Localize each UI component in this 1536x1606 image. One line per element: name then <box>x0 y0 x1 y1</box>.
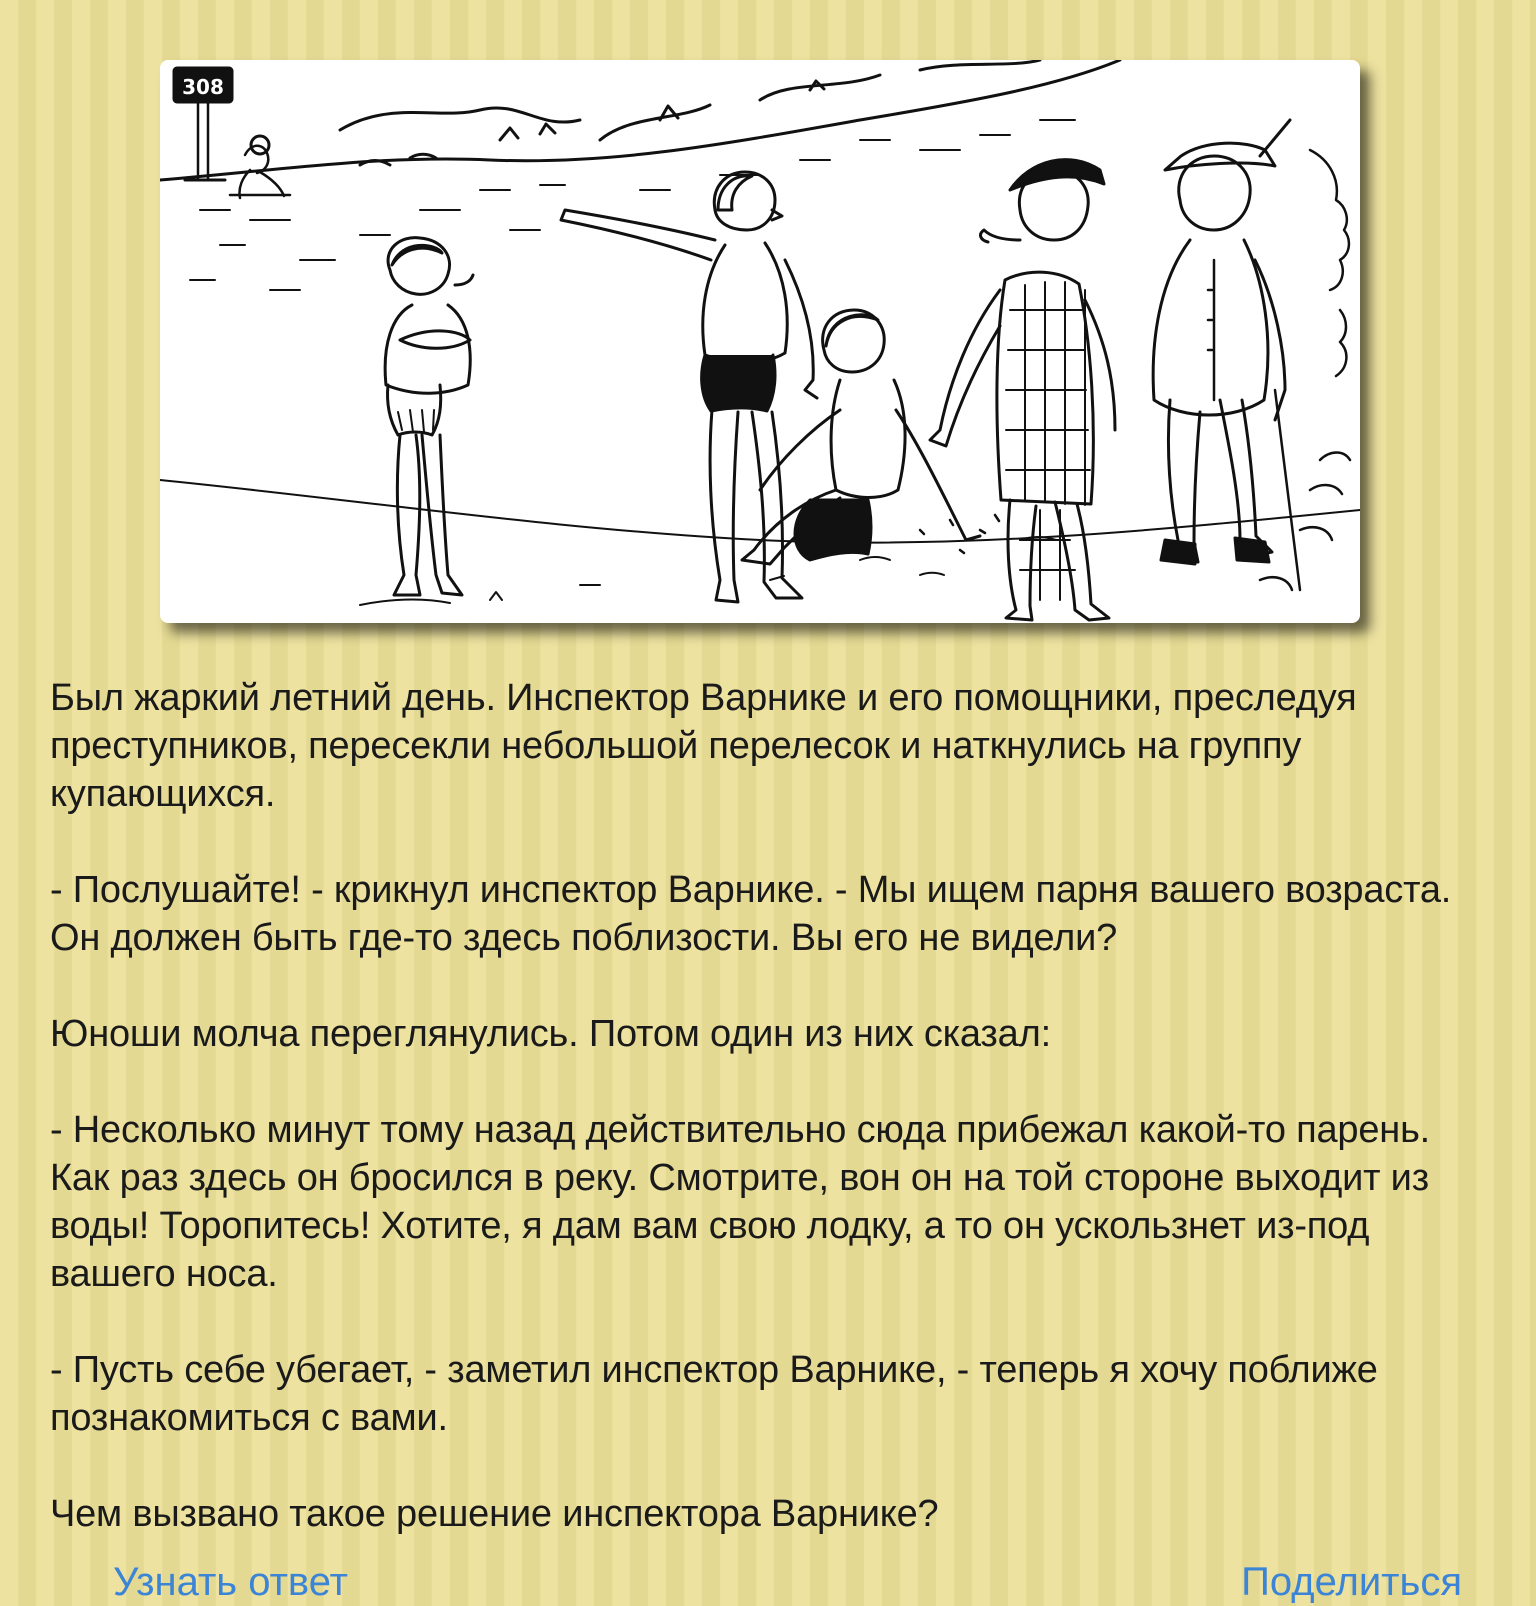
far-riverbank <box>160 60 1120 180</box>
story-text <box>50 674 1490 1538</box>
assistant-figure <box>1153 120 1300 590</box>
share-link[interactable]: Поделиться <box>1241 1560 1462 1604</box>
sign-post <box>174 68 232 180</box>
svg-text:308: 308 <box>182 75 224 99</box>
boy-pointing <box>561 172 817 602</box>
story-illustration <box>160 60 1360 623</box>
story-paragraph: - Пусть себе убегает, - заметил инспектор Варнике, - теперь я хочу поближе познакомиться с вами. <box>50 1349 1378 1439</box>
story-question: Чем вызвано такое решение инспектора Варнике? <box>50 1493 939 1535</box>
story-paragraph: Был жаркий летний день. Инспектор Варнике и его помощники, преследуя преступников, пересекли небольшой перелесок и наткнулись на группу купающихся. <box>50 677 1357 815</box>
inspector-figure <box>930 160 1115 620</box>
boy-arms-crossed <box>385 238 473 595</box>
story-paragraph: - Несколько минут тому назад действительно сюда прибежал какой-то парень. Как раз здесь он бросился в реку. Смотрите, вон он на той стороне выходит из воды! Торопитесь! Хотите, я дам вам свою лодку, а то он ускользнет из-под вашего носа. <box>50 1109 1431 1295</box>
boy-sitting <box>742 310 980 564</box>
story-paragraph: Юноши молча переглянулись. Потом один из них сказал: <box>50 1013 1051 1055</box>
story-paragraph: - Послушайте! - крикнул инспектор Варнике. - Мы ищем парня вашего возраста. Он должен быть где-то здесь поблизости. Вы его не видели? <box>50 869 1452 959</box>
show-answer-link[interactable]: Узнать ответ <box>113 1560 348 1604</box>
